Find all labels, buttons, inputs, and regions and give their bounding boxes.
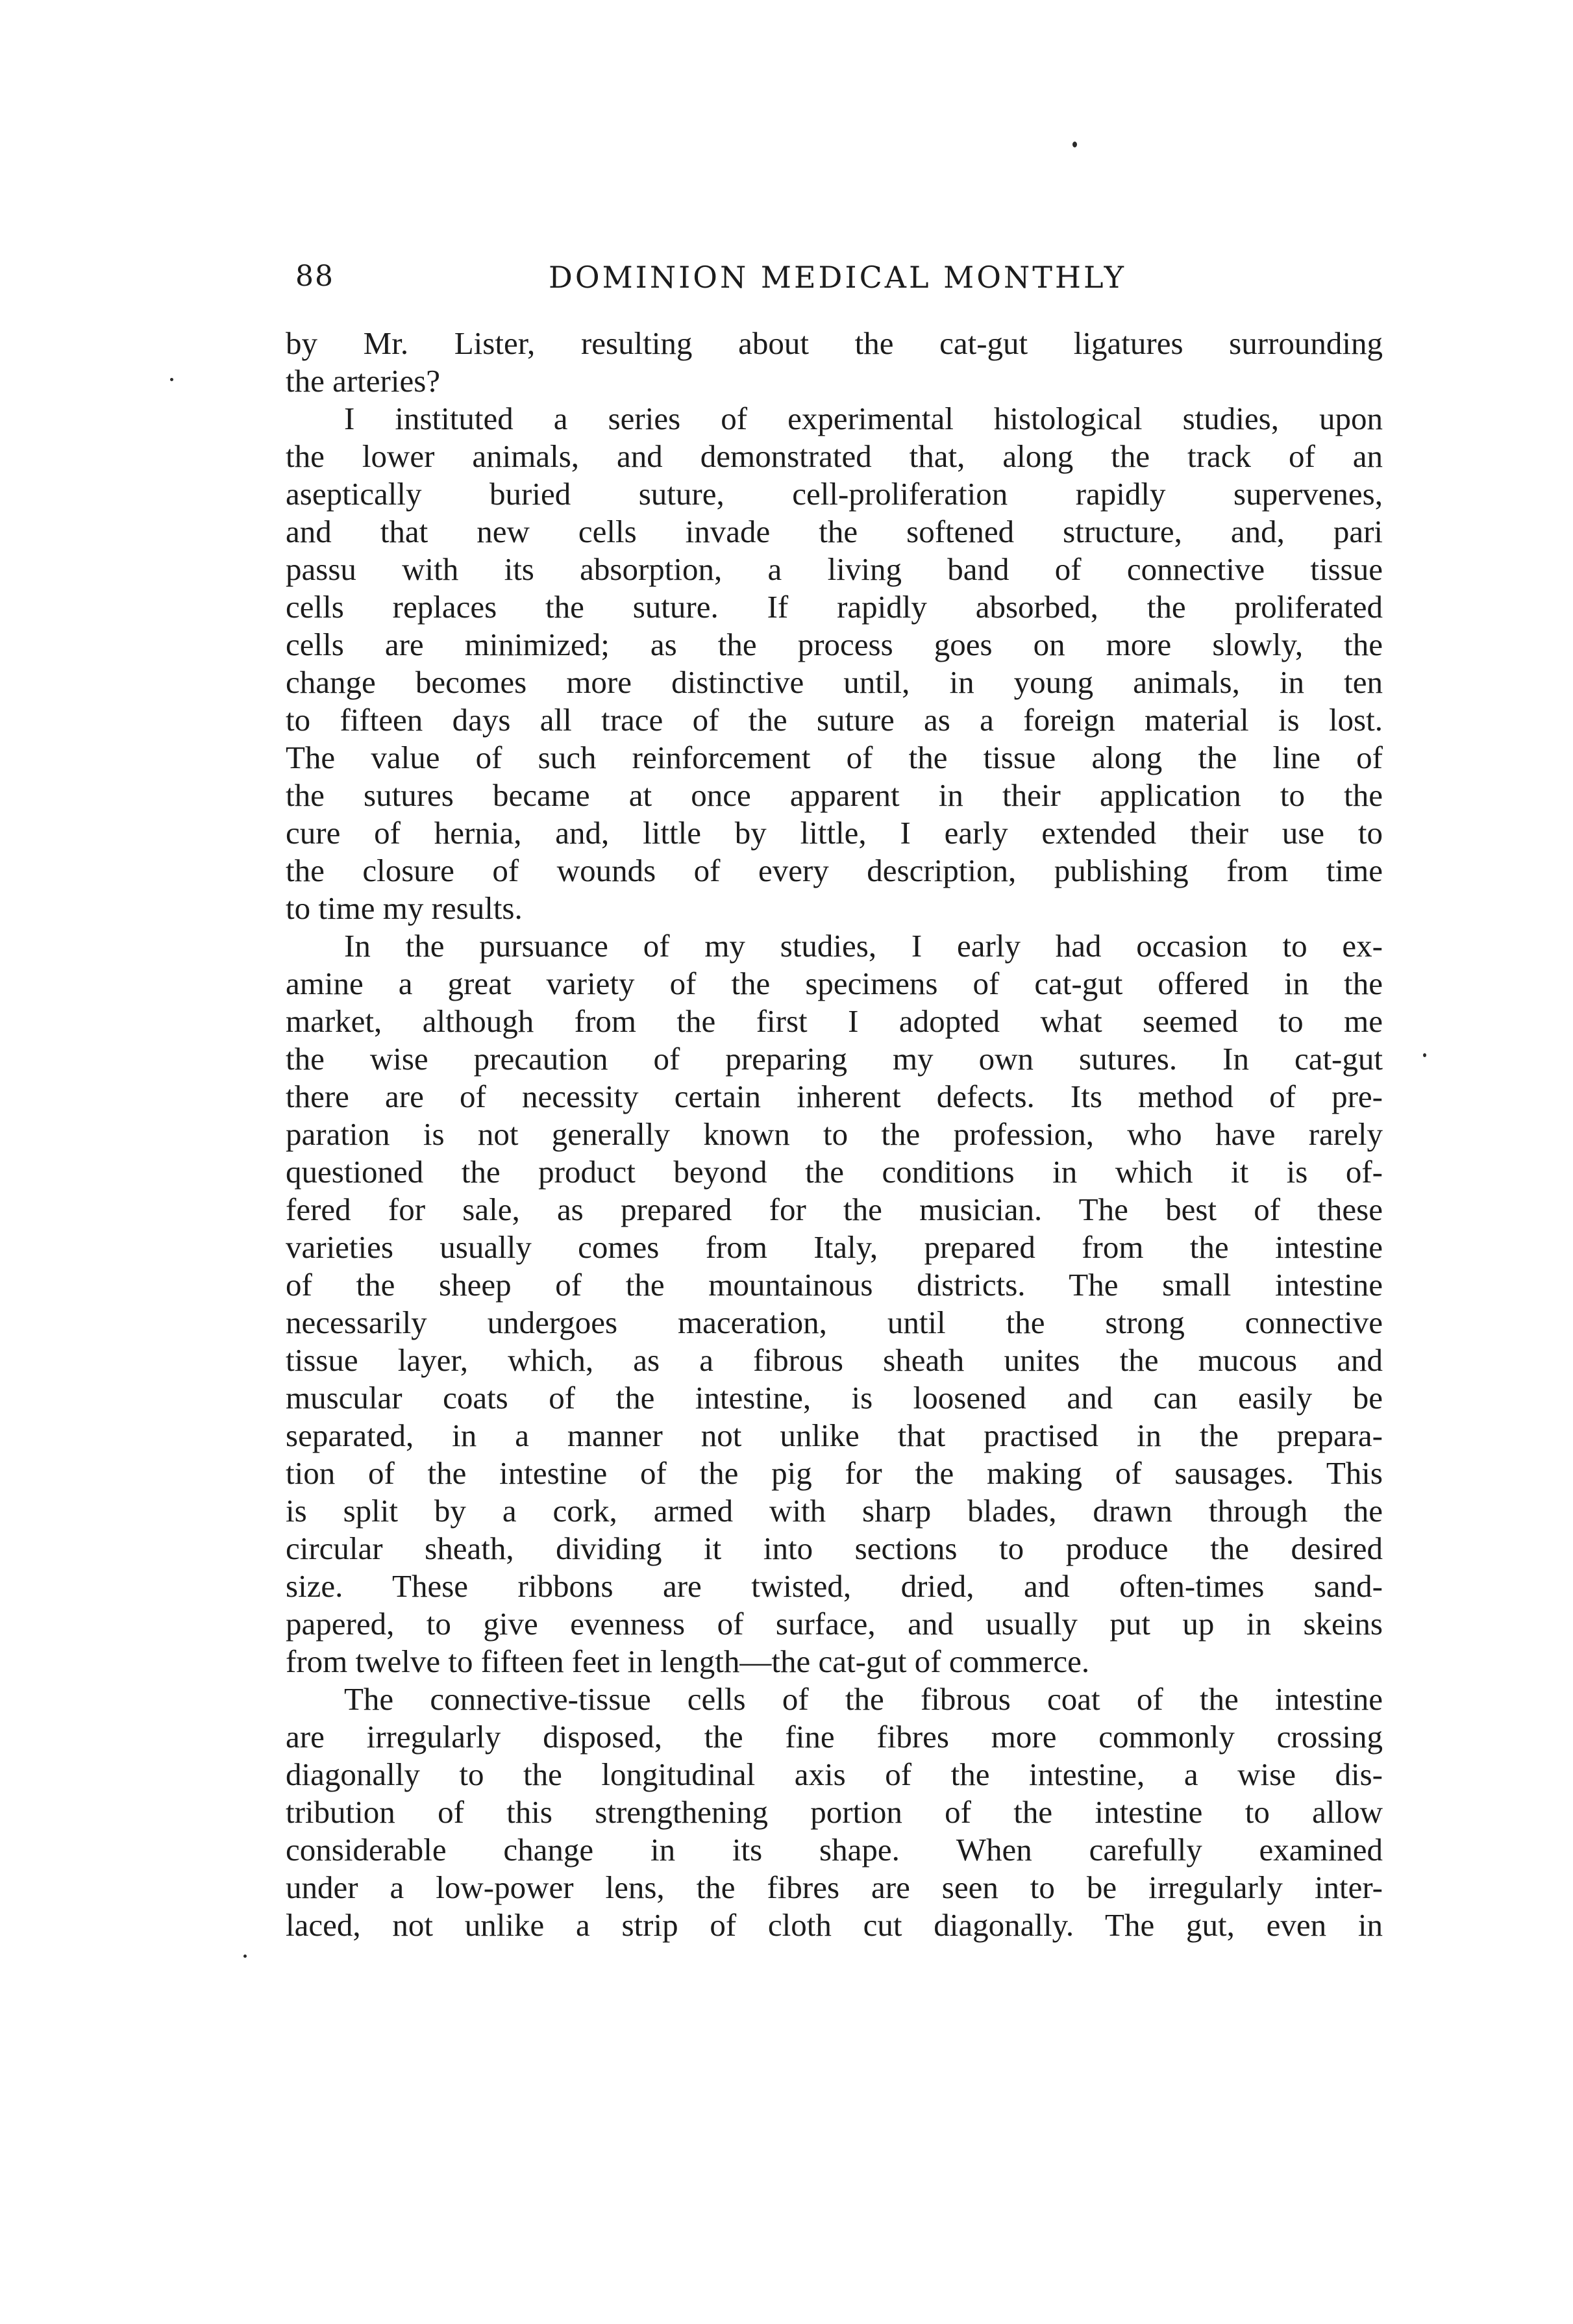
text-line: muscular coats of the intestine, is loosened and can easily be [286, 1380, 1383, 1416]
text-line: are irregularly disposed, the fine fibres more commonly crossing [286, 1719, 1383, 1755]
text-line: there are of necessity certain inherent defects. Its method of pre- [286, 1079, 1383, 1114]
body-text [286, 325, 1383, 1944]
text-line: of the sheep of the mountainous districts. The small intestine [286, 1267, 1383, 1303]
scan-speck [1072, 142, 1077, 147]
text-line: size. These ribbons are twisted, dried, and often-times sand- [286, 1568, 1383, 1604]
text-line: I instituted a series of experimental histological studies, upon [344, 401, 1383, 436]
text-line: laced, not unlike a strip of cloth cut diagonally. The gut, even in [286, 1907, 1383, 1943]
text-line: The connective-tissue cells of the fibrous coat of the intestine [344, 1681, 1383, 1717]
text-line: necessarily undergoes maceration, until the strong connective [286, 1305, 1383, 1340]
text-line: to fifteen days all trace of the suture as a foreign material is lost. [286, 702, 1383, 738]
scan-speck [170, 378, 173, 381]
text-line: the closure of wounds of every description, publishing from time [286, 853, 1383, 888]
text-line: varieties usually comes from Italy, prepared from the intestine [286, 1229, 1383, 1265]
text-line: cells replaces the suture. If rapidly absorbed, the proliferated [286, 589, 1383, 625]
text-line: The value of such reinforcement of the tissue along the line of [286, 740, 1383, 775]
text-line: from twelve to fifteen feet in length—the cat-gut of commerce. [286, 1643, 1090, 1679]
text-line: separated, in a manner not unlike that practised in the prepara- [286, 1418, 1383, 1453]
text-line: market, although from the first I adopted what seemed to me [286, 1003, 1383, 1039]
text-line: the sutures became at once apparent in their application to the [286, 777, 1383, 813]
text-line: cells are minimized; as the process goes on more slowly, the [286, 627, 1383, 662]
text-line: tribution of this strengthening portion of the intestine to allow [286, 1794, 1383, 1830]
page-number: 88 [295, 260, 334, 293]
text-line: to time my results. [286, 890, 523, 926]
text-line: by Mr. Lister, resulting about the cat-gut ligatures surrounding [286, 325, 1383, 361]
running-head: DOMINION MEDICAL MONTHLY [548, 260, 1127, 295]
text-line: amine a great variety of the specimens of cat-gut offered in the [286, 966, 1383, 1001]
text-line: the lower animals, and demonstrated that, along the track of an [286, 438, 1383, 474]
text-line: and that new cells invade the softened structure, and, pari [286, 514, 1383, 549]
scan-speck [1423, 1053, 1426, 1057]
page-header [295, 260, 1380, 305]
text-line: diagonally to the longitudinal axis of the intestine, a wise dis- [286, 1756, 1383, 1792]
scan-speck [243, 1955, 247, 1958]
text-line: papered, to give evenness of surface, and usually put up in skeins [286, 1606, 1383, 1642]
text-line: is split by a cork, armed with sharp blades, drawn through the [286, 1493, 1383, 1529]
text-line: under a low-power lens, the fibres are seen to be irregularly inter- [286, 1869, 1383, 1905]
text-line: tion of the intestine of the pig for the making of sausages. This [286, 1455, 1383, 1491]
text-line: tissue layer, which, as a fibrous sheath unites the mucous and [286, 1342, 1383, 1378]
text-line: considerable change in its shape. When carefully examined [286, 1832, 1383, 1868]
text-line: the arteries? [286, 363, 441, 399]
text-line: cure of hernia, and, little by little, I early extended their use to [286, 815, 1383, 851]
text-line: change becomes more distinctive until, in young animals, in ten [286, 664, 1383, 700]
text-line: In the pursuance of my studies, I early had occasion to ex- [344, 928, 1383, 964]
text-line: questioned the product beyond the conditions in which it is of- [286, 1154, 1383, 1190]
text-line: circular sheath, dividing it into sections to produce the desired [286, 1531, 1383, 1566]
text-line: aseptically buried suture, cell-proliferation rapidly supervenes, [286, 476, 1383, 512]
text-line: paration is not generally known to the profession, who have rarely [286, 1116, 1383, 1152]
text-line: fered for sale, as prepared for the musician. The best of these [286, 1192, 1383, 1227]
text-line: passu with its absorption, a living band of connective tissue [286, 551, 1383, 587]
text-line: the wise precaution of preparing my own sutures. In cat-gut [286, 1041, 1383, 1077]
